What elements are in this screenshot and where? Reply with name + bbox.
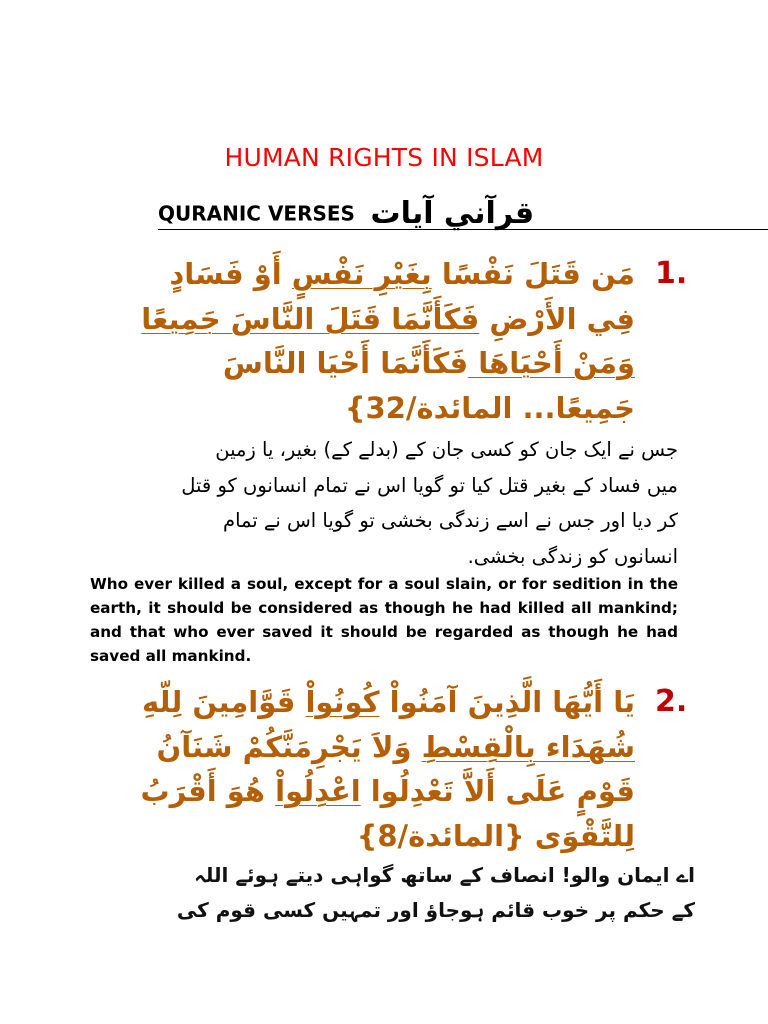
urdu-line: انسانوں کو زندگی بخشی. bbox=[467, 544, 678, 568]
heading-arabic: قرآني آيات bbox=[370, 196, 535, 231]
arabic-segment: اعْدِلُواْ bbox=[275, 774, 361, 808]
urdu-line: کر دیا اور جس نے اسے زندگی بخشی تو گویا اس نے تمام bbox=[223, 509, 678, 532]
urdu-translation bbox=[100, 858, 695, 928]
section-heading bbox=[158, 196, 534, 231]
arabic-line bbox=[90, 680, 635, 725]
arabic-segment: فِي الأَرْضِ bbox=[479, 301, 635, 336]
arabic-line bbox=[90, 386, 635, 431]
arabic-line bbox=[90, 252, 635, 297]
arabic-segment: أَوْ فَسَادٍ bbox=[169, 257, 292, 291]
verse-number: 1. bbox=[655, 256, 688, 291]
urdu-line: میں فساد کے بغیر قتل کیا تو گویا اس نے تمام انسانوں کو قتل bbox=[181, 473, 678, 497]
arabic-line bbox=[90, 725, 635, 770]
urdu-line: اے ایمان والو! انصاف کے ساتھ گواہی دیتے ہوئے اللہ bbox=[194, 863, 695, 887]
arabic-segment: جَمِيعًا... المائدة/32} bbox=[344, 390, 635, 425]
arabic-segment: يَا أَيُّهَا الَّذِينَ آمَنُواْ bbox=[379, 685, 635, 719]
urdu-line: کے حکم پر خوب قائم ہوجاؤ اور تمہیں کسی قوم کی bbox=[176, 898, 695, 922]
arabic-segment: قَوْمٍ عَلَى أَلاَّ تَعْدِلُوا bbox=[360, 774, 635, 808]
document-title: HUMAN RIGHTS IN ISLAM bbox=[224, 143, 544, 172]
verse-number: 2. bbox=[655, 684, 688, 719]
arabic-segment: مَن قَتَلَ نَفْسًا bbox=[431, 257, 635, 291]
arabic-segment: قَوَّامِينَ لِلّهِ bbox=[141, 685, 306, 719]
arabic-segment: وَلاَ يَجْرِمَنَّكُمْ شَنَآنُ bbox=[156, 729, 422, 764]
heading-underline bbox=[158, 229, 768, 230]
arabic-segment: وَمَنْ أَحْيَاهَا bbox=[468, 346, 635, 380]
verse-arabic bbox=[90, 680, 635, 858]
arabic-segment: لِلتَّقْوَى {المائدة/8} bbox=[356, 818, 635, 853]
arabic-line bbox=[90, 297, 635, 342]
urdu-line: جس نے ایک جان کو کسی جان کے (بدلے کے) بغیر، یا زمین bbox=[215, 438, 678, 461]
arabic-segment: شُهَدَاء بِالْقِسْطِ bbox=[421, 729, 635, 764]
arabic-line bbox=[90, 814, 635, 859]
english-translation: Who ever killed a soul, except for a soul slain, or for sedition in the earth, it should be considered as though he had killed all mankind; and that who ever saved it should be regarded as though he had saved all mankind. bbox=[90, 575, 678, 665]
verse-arabic bbox=[90, 252, 635, 430]
arabic-segment: فَكَأَنَّمَا أَحْيَا النَّاسَ bbox=[222, 346, 469, 380]
arabic-segment: فَكَأَنَّمَا قَتَلَ النَّاسَ جَمِيعًا bbox=[141, 301, 480, 336]
heading-english: QURANIC VERSES bbox=[158, 201, 355, 226]
arabic-line bbox=[90, 341, 635, 386]
urdu-translation bbox=[88, 432, 678, 574]
arabic-segment: كُونُواْ bbox=[305, 685, 380, 719]
arabic-segment: بِغَيْرِ نَفْسٍ bbox=[291, 257, 432, 291]
arabic-line bbox=[90, 769, 635, 814]
arabic-segment: هُوَ أَقْرَبُ bbox=[140, 774, 276, 808]
